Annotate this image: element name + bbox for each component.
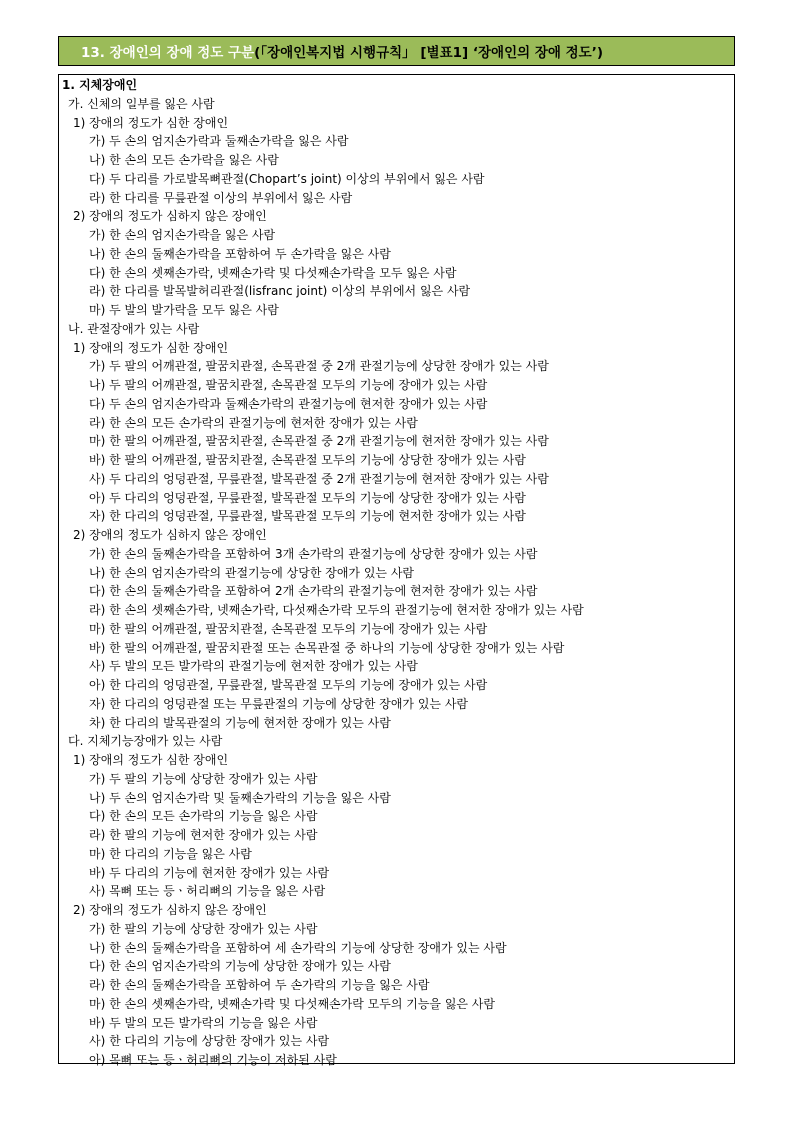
- criteria-item: 가) 두 팔의 어깨관절, 팔꿈치관절, 손목관절 중 2개 관절기능에 상당한 장애가 있는 사람: [89, 359, 549, 374]
- criteria-item: 가) 두 손의 엄지손가락과 둘째손가락을 잃은 사람: [89, 134, 349, 149]
- criteria-item: 바) 두 발의 모든 발가락의 기능을 잃은 사람: [89, 1015, 318, 1030]
- criteria-item: 아) 두 다리의 엉덩관절, 무릎관절, 발목관절 모두의 기능에 상당한 장애가 있는 사람: [89, 490, 526, 505]
- criteria-item: 마) 한 팔의 어깨관절, 팔꿈치관절, 손목관절 모두의 기능에 장애가 있는 사람: [89, 621, 488, 636]
- criteria-item: 차) 한 다리의 발목관절의 기능에 현저한 장애가 있는 사람: [89, 715, 391, 730]
- criteria-item: 자) 한 다리의 엉덩관절, 무릎관절, 발목관절 모두의 기능에 현저한 장애가 있는 사람: [89, 509, 526, 524]
- criteria-item: 라) 한 손의 셋째손가락, 넷째손가락, 다섯째손가락 모두의 관절기능에 현저한 장애가 있는 사람: [89, 603, 584, 617]
- criteria-item: 다) 두 손의 엄지손가락과 둘째손가락의 관절기능에 현저한 장애가 있는 사람: [89, 396, 488, 411]
- section-title: 13. 장애인의 장애 정도 구분: [81, 45, 255, 61]
- criteria-item: 자) 한 다리의 엉덩관절 또는 무릎관절의 기능에 상당한 장애가 있는 사람: [89, 696, 468, 711]
- category-item: 다. 지체기능장애가 있는 사람: [68, 734, 223, 749]
- severity-item: 2) 장애의 정도가 심하지 않은 장애인: [73, 209, 267, 224]
- category-item: 가. 신체의 일부를 잃은 사람: [68, 96, 215, 111]
- criteria-item: 나) 두 팔의 어깨관절, 팔꿈치관절, 손목관절 모두의 기능에 장애가 있는 사람: [89, 378, 488, 392]
- criteria-item: 가) 한 손의 엄지손가락을 잃은 사람: [89, 228, 276, 242]
- section-heading: 1. 지체장애인: [62, 78, 138, 92]
- criteria-item: 나) 한 손의 둘째손가락을 포함하여 세 손가락의 기능에 상당한 장애가 있는 사람: [89, 940, 507, 955]
- criteria-item: 나) 한 손의 엄지손가락의 관절기능에 상당한 장애가 있는 사람: [89, 565, 414, 580]
- severity-item: 2) 장애의 정도가 심하지 않은 장애인: [73, 903, 267, 917]
- criteria-item: 가) 두 팔의 기능에 상당한 장애가 있는 사람: [89, 771, 318, 786]
- criteria-item: 아) 목뼈 또는 등ㆍ허리뼈의 기능이 저하된 사람: [89, 1053, 337, 1067]
- criteria-item: 다) 한 손의 둘째손가락을 포함하여 2개 손가락의 관절기능에 현저한 장애가 있는 사람: [89, 584, 538, 599]
- severity-item: 1) 장애의 정도가 심한 장애인: [73, 753, 229, 767]
- criteria-item: 바) 두 다리의 기능에 현저한 장애가 있는 사람: [89, 865, 330, 880]
- criteria-item: 마) 한 손의 셋째손가락, 넷째손가락 및 다섯째손가락 모두의 기능을 잃은 사람: [89, 996, 495, 1011]
- criteria-item: 나) 한 손의 둘째손가락을 포함하여 두 손가락을 잃은 사람: [89, 246, 391, 261]
- criteria-item: 사) 한 다리의 기능에 상당한 장애가 있는 사람: [89, 1034, 330, 1049]
- criteria-item: 가) 한 손의 둘째손가락을 포함하여 3개 손가락의 관절기능에 상당한 장애가 있는 사람: [89, 546, 538, 561]
- criteria-item: 나) 두 손의 엄지손가락 및 둘째손가락의 기능을 잃은 사람: [89, 790, 391, 805]
- criteria-item: 나) 한 손의 모든 손가락을 잃은 사람: [89, 153, 279, 167]
- severity-item: 1) 장애의 정도가 심한 장애인: [73, 340, 229, 355]
- criteria-item: 바) 한 팔의 어깨관절, 팔꿈치관절, 손목관절 모두의 기능에 상당한 장애가 있는 사람: [89, 453, 526, 467]
- criteria-item: 라) 한 다리를 무릎관절 이상의 부위에서 잃은 사람: [89, 190, 353, 205]
- criteria-item: 다) 한 손의 엄지손가락의 기능에 상당한 장애가 있는 사람: [89, 959, 391, 974]
- criteria-item: 가) 한 팔의 기능에 상당한 장애가 있는 사람: [89, 921, 318, 936]
- criteria-item: 라) 한 팔의 기능에 현저한 장애가 있는 사람: [89, 828, 318, 842]
- criteria-item: 마) 두 발의 발가락을 모두 잃은 사람: [89, 303, 279, 317]
- criteria-item: 다) 한 손의 모든 손가락의 기능을 잃은 사람: [89, 809, 318, 824]
- criteria-item: 마) 한 다리의 기능을 잃은 사람: [89, 846, 252, 861]
- criteria-item: 사) 두 발의 모든 발가락의 관절기능에 현저한 장애가 있는 사람: [89, 659, 418, 674]
- criteria-item: 라) 한 손의 모든 손가락의 관절기능에 현저한 장애가 있는 사람: [89, 415, 418, 430]
- content-box: [58, 74, 735, 1067]
- criteria-item: 마) 한 팔의 어깨관절, 팔꿈치관절, 손목관절 중 2개 관절기능에 현저한 장애가 있는 사람: [89, 434, 549, 449]
- criteria-item: 아) 한 다리의 엉덩관절, 무릎관절, 발목관절 모두의 기능에 장애가 있는 사람: [89, 678, 488, 692]
- criteria-item: 다) 두 다리를 가로발목뼈관절(Chopart’s joint) 이상의 부위에서 잃은 사람: [89, 171, 485, 186]
- criteria-item: 바) 한 팔의 어깨관절, 팔꿈치관절 또는 손목관절 중 하나의 기능에 상당한 장애가 있는 사람: [89, 640, 565, 655]
- criteria-item: 다) 한 손의 셋째손가락, 넷째손가락 및 다섯째손가락을 모두 잃은 사람: [89, 265, 457, 280]
- section-title-source: (「장애인복지법 시행규칙」 [별표1] ‘장애인의 장애 정도’): [254, 45, 604, 61]
- criteria-item: 사) 목뼈 또는 등ㆍ허리뼈의 기능을 잃은 사람: [89, 884, 326, 899]
- criteria-item: 라) 한 다리를 발목발허리관절(lisfranc joint) 이상의 부위에서 잃은 사람: [89, 284, 471, 299]
- criteria-item: 사) 두 다리의 엉덩관절, 무릎관절, 발목관절 중 2개 관절기능에 현저한 장애가 있는 사람: [89, 471, 549, 486]
- severity-item: 2) 장애의 정도가 심하지 않은 장애인: [73, 528, 267, 542]
- category-item: 나. 관절장애가 있는 사람: [68, 321, 200, 336]
- section-title-bar: [58, 36, 735, 66]
- criteria-item: 라) 한 손의 둘째손가락을 포함하여 두 손가락의 기능을 잃은 사람: [89, 978, 430, 992]
- severity-item: 1) 장애의 정도가 심한 장애인: [73, 115, 229, 130]
